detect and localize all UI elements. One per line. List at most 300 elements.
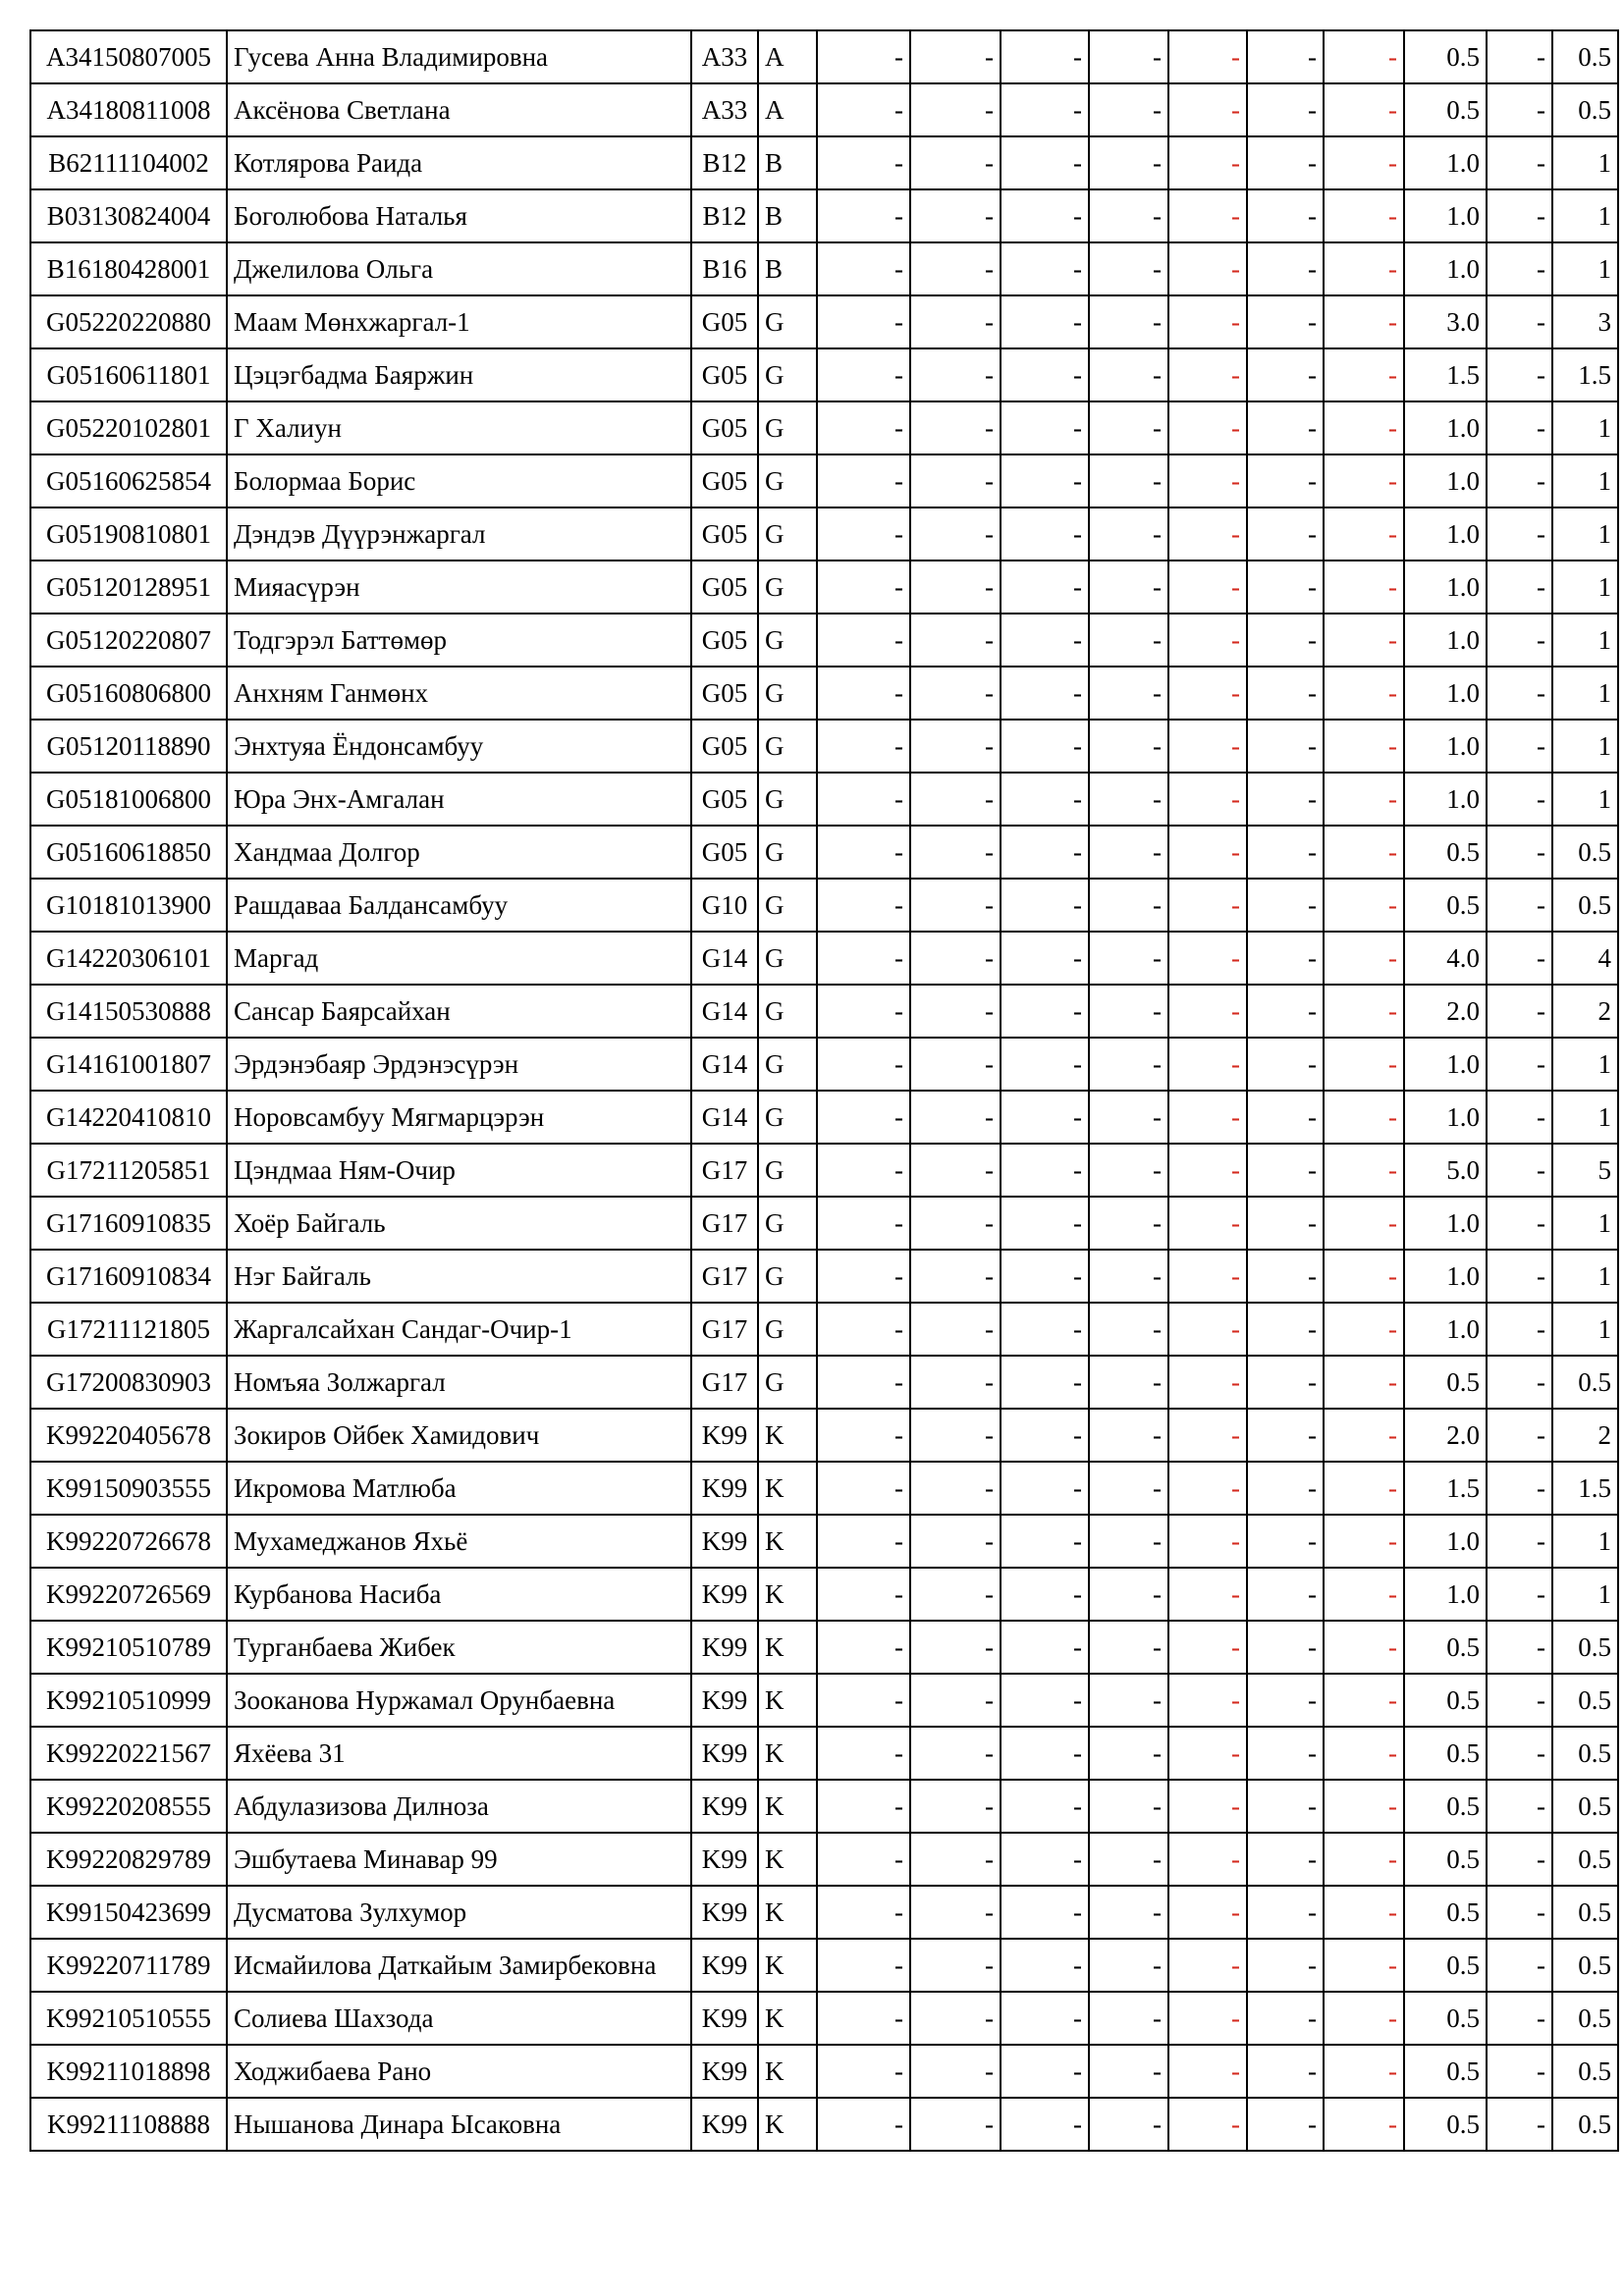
row-code-cell: G14 — [691, 1091, 758, 1144]
row-total-cell: 0.5 — [1552, 1886, 1618, 1939]
empty-value-cell: - — [1089, 1462, 1168, 1515]
empty-value-cell: - — [1487, 1515, 1552, 1568]
row-group-cell: G — [758, 454, 817, 507]
row-group-cell: K — [758, 1886, 817, 1939]
empty-value-cell: - — [1487, 879, 1552, 932]
empty-value-cell: - — [1089, 136, 1168, 189]
empty-value-cell: - — [1001, 1462, 1089, 1515]
empty-value-cell: - — [1089, 879, 1168, 932]
row-code-cell: G17 — [691, 1197, 758, 1250]
row-group-cell: G — [758, 1356, 817, 1409]
empty-value-cell: - — [1324, 1197, 1404, 1250]
empty-value-cell: - — [1089, 1621, 1168, 1674]
table-row — [30, 720, 1618, 773]
row-group-cell: K — [758, 1568, 817, 1621]
empty-value-cell: - — [1324, 1674, 1404, 1727]
row-total-cell: 1 — [1552, 1091, 1618, 1144]
row-name-cell: Рашдаваа Балдансамбуу — [227, 879, 691, 932]
table-row — [30, 1091, 1618, 1144]
empty-value-cell: - — [1247, 985, 1324, 1038]
empty-value-cell: - — [1487, 1356, 1552, 1409]
empty-value-cell: - — [1324, 879, 1404, 932]
empty-value-cell: - — [1168, 2098, 1247, 2151]
row-name-cell: Турганбаева Жибек — [227, 1621, 691, 1674]
row-total-cell: 1 — [1552, 773, 1618, 826]
row-name-cell: Нэг Байгаль — [227, 1250, 691, 1303]
empty-value-cell: - — [1089, 1780, 1168, 1833]
row-id-cell: K99210510999 — [30, 1674, 227, 1727]
row-group-cell: K — [758, 1780, 817, 1833]
row-id-cell: G05220102801 — [30, 401, 227, 454]
empty-value-cell: - — [1487, 30, 1552, 83]
empty-value-cell: - — [1324, 242, 1404, 295]
empty-value-cell: - — [910, 1992, 1001, 2045]
empty-value-cell: - — [910, 1780, 1001, 1833]
row-code-cell: B16 — [691, 242, 758, 295]
row-value-cell: 0.5 — [1404, 1356, 1487, 1409]
empty-value-cell: - — [1487, 348, 1552, 401]
row-name-cell: Цэцэгбадма Баяржин — [227, 348, 691, 401]
empty-value-cell: - — [1487, 720, 1552, 773]
empty-value-cell: - — [817, 614, 910, 667]
empty-value-cell: - — [817, 242, 910, 295]
row-value-cell: 1.0 — [1404, 667, 1487, 720]
empty-value-cell: - — [1089, 1144, 1168, 1197]
empty-value-cell: - — [817, 2045, 910, 2098]
row-name-cell: Г Халиун — [227, 401, 691, 454]
row-name-cell: Эрдэнэбаяр Эрдэнэсүрэн — [227, 1038, 691, 1091]
row-group-cell: B — [758, 136, 817, 189]
empty-value-cell: - — [1089, 773, 1168, 826]
empty-value-cell: - — [910, 985, 1001, 1038]
empty-value-cell: - — [1168, 295, 1247, 348]
empty-value-cell: - — [1089, 189, 1168, 242]
empty-value-cell: - — [1168, 83, 1247, 136]
row-id-cell: B03130824004 — [30, 189, 227, 242]
empty-value-cell: - — [1001, 1409, 1089, 1462]
row-group-cell: K — [758, 1727, 817, 1780]
table-row — [30, 189, 1618, 242]
row-code-cell: K99 — [691, 1674, 758, 1727]
row-id-cell: G10181013900 — [30, 879, 227, 932]
table-row — [30, 507, 1618, 561]
row-id-cell: B16180428001 — [30, 242, 227, 295]
empty-value-cell: - — [1487, 1833, 1552, 1886]
empty-value-cell: - — [1487, 1462, 1552, 1515]
row-group-cell: B — [758, 242, 817, 295]
empty-value-cell: - — [1247, 2098, 1324, 2151]
empty-value-cell: - — [1487, 454, 1552, 507]
empty-value-cell: - — [1168, 1727, 1247, 1780]
empty-value-cell: - — [817, 2098, 910, 2151]
empty-value-cell: - — [1487, 1727, 1552, 1780]
table-row — [30, 1727, 1618, 1780]
empty-value-cell: - — [1089, 1727, 1168, 1780]
row-value-cell: 0.5 — [1404, 83, 1487, 136]
table-row — [30, 1462, 1618, 1515]
empty-value-cell: - — [1324, 1833, 1404, 1886]
empty-value-cell: - — [817, 985, 910, 1038]
empty-value-cell: - — [817, 189, 910, 242]
empty-value-cell: - — [910, 83, 1001, 136]
empty-value-cell: - — [1089, 720, 1168, 773]
empty-value-cell: - — [1001, 1780, 1089, 1833]
empty-value-cell: - — [910, 507, 1001, 561]
empty-value-cell: - — [1089, 1250, 1168, 1303]
row-code-cell: G17 — [691, 1303, 758, 1356]
row-code-cell: G05 — [691, 561, 758, 614]
row-code-cell: K99 — [691, 1515, 758, 1568]
empty-value-cell: - — [1487, 401, 1552, 454]
empty-value-cell: - — [1247, 773, 1324, 826]
empty-value-cell: - — [1487, 1780, 1552, 1833]
row-value-cell: 1.0 — [1404, 136, 1487, 189]
row-value-cell: 1.0 — [1404, 401, 1487, 454]
empty-value-cell: - — [910, 242, 1001, 295]
empty-value-cell: - — [910, 1409, 1001, 1462]
empty-value-cell: - — [1487, 1568, 1552, 1621]
row-value-cell: 0.5 — [1404, 1621, 1487, 1674]
empty-value-cell: - — [1089, 1038, 1168, 1091]
row-name-cell: Маргад — [227, 932, 691, 985]
row-id-cell: G05160618850 — [30, 826, 227, 879]
row-id-cell: A34150807005 — [30, 30, 227, 83]
empty-value-cell: - — [1324, 1886, 1404, 1939]
row-name-cell: Абдулазизова Дилноза — [227, 1780, 691, 1833]
row-total-cell: 0.5 — [1552, 1833, 1618, 1886]
row-id-cell: K99220726678 — [30, 1515, 227, 1568]
empty-value-cell: - — [910, 1462, 1001, 1515]
empty-value-cell: - — [1324, 1939, 1404, 1992]
row-total-cell: 3 — [1552, 295, 1618, 348]
row-code-cell: K99 — [691, 2098, 758, 2151]
empty-value-cell: - — [1247, 30, 1324, 83]
empty-value-cell: - — [1487, 1144, 1552, 1197]
row-group-cell: K — [758, 1992, 817, 2045]
empty-value-cell: - — [817, 1939, 910, 1992]
row-id-cell: K99220711789 — [30, 1939, 227, 1992]
row-code-cell: A33 — [691, 83, 758, 136]
empty-value-cell: - — [1324, 1144, 1404, 1197]
empty-value-cell: - — [1324, 932, 1404, 985]
row-value-cell: 1.0 — [1404, 1515, 1487, 1568]
empty-value-cell: - — [1089, 295, 1168, 348]
row-total-cell: 1 — [1552, 136, 1618, 189]
empty-value-cell: - — [1487, 189, 1552, 242]
row-code-cell: A33 — [691, 30, 758, 83]
empty-value-cell: - — [1168, 1038, 1247, 1091]
empty-value-cell: - — [1324, 1091, 1404, 1144]
row-name-cell: Мияасүрэн — [227, 561, 691, 614]
empty-value-cell: - — [1001, 1992, 1089, 2045]
row-value-cell: 0.5 — [1404, 1780, 1487, 1833]
empty-value-cell: - — [1247, 83, 1324, 136]
row-group-cell: G — [758, 826, 817, 879]
row-name-cell: Тодгэрэл Баттөмөр — [227, 614, 691, 667]
row-total-cell: 1 — [1552, 242, 1618, 295]
row-group-cell: A — [758, 30, 817, 83]
empty-value-cell: - — [1324, 1621, 1404, 1674]
empty-value-cell: - — [1168, 1409, 1247, 1462]
row-value-cell: 1.0 — [1404, 773, 1487, 826]
table-row — [30, 1886, 1618, 1939]
empty-value-cell: - — [1487, 2045, 1552, 2098]
row-value-cell: 1.5 — [1404, 348, 1487, 401]
empty-value-cell: - — [1089, 2098, 1168, 2151]
empty-value-cell: - — [1168, 614, 1247, 667]
empty-value-cell: - — [817, 348, 910, 401]
row-group-cell: K — [758, 2098, 817, 2151]
row-id-cell: G17211205851 — [30, 1144, 227, 1197]
empty-value-cell: - — [1001, 348, 1089, 401]
empty-value-cell: - — [1168, 1303, 1247, 1356]
row-total-cell: 0.5 — [1552, 1939, 1618, 1992]
empty-value-cell: - — [1324, 1992, 1404, 2045]
row-code-cell: G05 — [691, 348, 758, 401]
empty-value-cell: - — [1089, 1197, 1168, 1250]
empty-value-cell: - — [910, 1091, 1001, 1144]
row-id-cell: G17211121805 — [30, 1303, 227, 1356]
table-row — [30, 561, 1618, 614]
row-group-cell: G — [758, 561, 817, 614]
row-group-cell: K — [758, 1939, 817, 1992]
empty-value-cell: - — [1168, 1780, 1247, 1833]
row-group-cell: G — [758, 1197, 817, 1250]
empty-value-cell: - — [817, 826, 910, 879]
empty-value-cell: - — [1089, 1833, 1168, 1886]
empty-value-cell: - — [817, 1303, 910, 1356]
table-row — [30, 1250, 1618, 1303]
row-total-cell: 0.5 — [1552, 826, 1618, 879]
row-total-cell: 1 — [1552, 507, 1618, 561]
row-total-cell: 0.5 — [1552, 2045, 1618, 2098]
row-value-cell: 0.5 — [1404, 1992, 1487, 2045]
empty-value-cell: - — [817, 1462, 910, 1515]
row-name-cell: Яхёева 31 — [227, 1727, 691, 1780]
row-id-cell: G05190810801 — [30, 507, 227, 561]
empty-value-cell: - — [910, 1356, 1001, 1409]
row-total-cell: 0.5 — [1552, 1992, 1618, 2045]
row-name-cell: Хоёр Байгаль — [227, 1197, 691, 1250]
row-value-cell: 1.0 — [1404, 561, 1487, 614]
row-id-cell: G05120128951 — [30, 561, 227, 614]
empty-value-cell: - — [1487, 83, 1552, 136]
row-group-cell: K — [758, 1621, 817, 1674]
row-group-cell: K — [758, 1462, 817, 1515]
empty-value-cell: - — [910, 1144, 1001, 1197]
row-id-cell: G05181006800 — [30, 773, 227, 826]
empty-value-cell: - — [1001, 773, 1089, 826]
empty-value-cell: - — [910, 720, 1001, 773]
table-row — [30, 879, 1618, 932]
row-total-cell: 1.5 — [1552, 348, 1618, 401]
row-name-cell: Цэндмаа Ням-Очир — [227, 1144, 691, 1197]
empty-value-cell: - — [1001, 83, 1089, 136]
row-id-cell: G14220410810 — [30, 1091, 227, 1144]
empty-value-cell: - — [817, 1833, 910, 1886]
row-code-cell: K99 — [691, 2045, 758, 2098]
empty-value-cell: - — [1001, 189, 1089, 242]
row-value-cell: 1.0 — [1404, 507, 1487, 561]
row-total-cell: 1 — [1552, 667, 1618, 720]
empty-value-cell: - — [817, 720, 910, 773]
empty-value-cell: - — [1487, 1939, 1552, 1992]
row-total-cell: 1 — [1552, 1568, 1618, 1621]
row-total-cell: 2 — [1552, 985, 1618, 1038]
empty-value-cell: - — [817, 136, 910, 189]
empty-value-cell: - — [1168, 1992, 1247, 2045]
empty-value-cell: - — [1324, 2098, 1404, 2151]
empty-value-cell: - — [1168, 1197, 1247, 1250]
row-group-cell: K — [758, 2045, 817, 2098]
table-row — [30, 2098, 1618, 2151]
row-group-cell: A — [758, 83, 817, 136]
row-group-cell: K — [758, 1515, 817, 1568]
empty-value-cell: - — [1001, 720, 1089, 773]
empty-value-cell: - — [1001, 932, 1089, 985]
empty-value-cell: - — [910, 614, 1001, 667]
empty-value-cell: - — [1089, 1303, 1168, 1356]
empty-value-cell: - — [1487, 1886, 1552, 1939]
empty-value-cell: - — [910, 348, 1001, 401]
empty-value-cell: - — [1168, 985, 1247, 1038]
empty-value-cell: - — [817, 1886, 910, 1939]
row-id-cell: K99220829789 — [30, 1833, 227, 1886]
empty-value-cell: - — [1089, 507, 1168, 561]
empty-value-cell: - — [1001, 985, 1089, 1038]
empty-value-cell: - — [1247, 614, 1324, 667]
row-name-cell: Исмайилова Даткайым Замирбековна — [227, 1939, 691, 1992]
empty-value-cell: - — [1168, 932, 1247, 985]
empty-value-cell: - — [910, 454, 1001, 507]
empty-value-cell: - — [910, 667, 1001, 720]
empty-value-cell: - — [1324, 826, 1404, 879]
row-code-cell: K99 — [691, 1568, 758, 1621]
row-id-cell: G17160910835 — [30, 1197, 227, 1250]
empty-value-cell: - — [1247, 932, 1324, 985]
empty-value-cell: - — [1247, 136, 1324, 189]
row-group-cell: G — [758, 401, 817, 454]
row-total-cell: 0.5 — [1552, 30, 1618, 83]
row-value-cell: 0.5 — [1404, 826, 1487, 879]
empty-value-cell: - — [910, 2098, 1001, 2151]
empty-value-cell: - — [1089, 1568, 1168, 1621]
empty-value-cell: - — [910, 1674, 1001, 1727]
empty-value-cell: - — [817, 454, 910, 507]
empty-value-cell: - — [1247, 1303, 1324, 1356]
row-total-cell: 1 — [1552, 614, 1618, 667]
table-row — [30, 985, 1618, 1038]
row-total-cell: 5 — [1552, 1144, 1618, 1197]
empty-value-cell: - — [1001, 667, 1089, 720]
empty-value-cell: - — [1001, 1674, 1089, 1727]
row-value-cell: 0.5 — [1404, 879, 1487, 932]
empty-value-cell: - — [1487, 773, 1552, 826]
row-id-cell: G14161001807 — [30, 1038, 227, 1091]
empty-value-cell: - — [1168, 879, 1247, 932]
row-name-cell: Зокиров Ойбек Хамидович — [227, 1409, 691, 1462]
row-value-cell: 1.5 — [1404, 1462, 1487, 1515]
table-row — [30, 401, 1618, 454]
row-total-cell: 1 — [1552, 1515, 1618, 1568]
empty-value-cell: - — [1487, 1038, 1552, 1091]
row-id-cell: K99210510789 — [30, 1621, 227, 1674]
row-total-cell: 1 — [1552, 1250, 1618, 1303]
empty-value-cell: - — [910, 1939, 1001, 1992]
empty-value-cell: - — [910, 773, 1001, 826]
empty-value-cell: - — [1324, 189, 1404, 242]
empty-value-cell: - — [1247, 1727, 1324, 1780]
row-name-cell: Норовсамбуу Мягмарцэрэн — [227, 1091, 691, 1144]
empty-value-cell: - — [1001, 1250, 1089, 1303]
empty-value-cell: - — [1001, 1886, 1089, 1939]
empty-value-cell: - — [1247, 1621, 1324, 1674]
empty-value-cell: - — [1001, 401, 1089, 454]
row-group-cell: K — [758, 1409, 817, 1462]
row-value-cell: 1.0 — [1404, 1303, 1487, 1356]
empty-value-cell: - — [1324, 667, 1404, 720]
empty-value-cell: - — [1487, 614, 1552, 667]
row-value-cell: 0.5 — [1404, 1674, 1487, 1727]
empty-value-cell: - — [1168, 773, 1247, 826]
row-value-cell: 0.5 — [1404, 1886, 1487, 1939]
empty-value-cell: - — [910, 189, 1001, 242]
empty-value-cell: - — [1089, 667, 1168, 720]
row-name-cell: Жаргалсайхан Сандаг-Очир-1 — [227, 1303, 691, 1356]
empty-value-cell: - — [1089, 1356, 1168, 1409]
empty-value-cell: - — [817, 1515, 910, 1568]
empty-value-cell: - — [1001, 1939, 1089, 1992]
row-code-cell: K99 — [691, 1621, 758, 1674]
empty-value-cell: - — [817, 1038, 910, 1091]
empty-value-cell: - — [1168, 30, 1247, 83]
row-value-cell: 1.0 — [1404, 720, 1487, 773]
table-row — [30, 667, 1618, 720]
row-id-cell: G14220306101 — [30, 932, 227, 985]
empty-value-cell: - — [1089, 614, 1168, 667]
row-value-cell: 0.5 — [1404, 1939, 1487, 1992]
row-name-cell: Сансар Баярсайхан — [227, 985, 691, 1038]
empty-value-cell: - — [1089, 401, 1168, 454]
row-value-cell: 1.0 — [1404, 454, 1487, 507]
row-total-cell: 0.5 — [1552, 879, 1618, 932]
empty-value-cell: - — [1001, 1144, 1089, 1197]
row-name-cell: Курбанова Насиба — [227, 1568, 691, 1621]
row-group-cell: K — [758, 1674, 817, 1727]
empty-value-cell: - — [1247, 1568, 1324, 1621]
empty-value-cell: - — [1247, 1091, 1324, 1144]
row-name-cell: Боголюбова Наталья — [227, 189, 691, 242]
empty-value-cell: - — [1247, 189, 1324, 242]
row-code-cell: G17 — [691, 1356, 758, 1409]
empty-value-cell: - — [910, 2045, 1001, 2098]
table-row — [30, 295, 1618, 348]
empty-value-cell: - — [1324, 773, 1404, 826]
table-row — [30, 1674, 1618, 1727]
row-name-cell: Номъяа Золжаргал — [227, 1356, 691, 1409]
empty-value-cell: - — [910, 1833, 1001, 1886]
empty-value-cell: - — [1168, 667, 1247, 720]
empty-value-cell: - — [1324, 454, 1404, 507]
empty-value-cell: - — [1001, 614, 1089, 667]
row-group-cell: G — [758, 879, 817, 932]
empty-value-cell: - — [1324, 720, 1404, 773]
empty-value-cell: - — [1001, 1091, 1089, 1144]
empty-value-cell: - — [1168, 1568, 1247, 1621]
empty-value-cell: - — [1487, 1674, 1552, 1727]
empty-value-cell: - — [1247, 2045, 1324, 2098]
empty-value-cell: - — [1001, 295, 1089, 348]
